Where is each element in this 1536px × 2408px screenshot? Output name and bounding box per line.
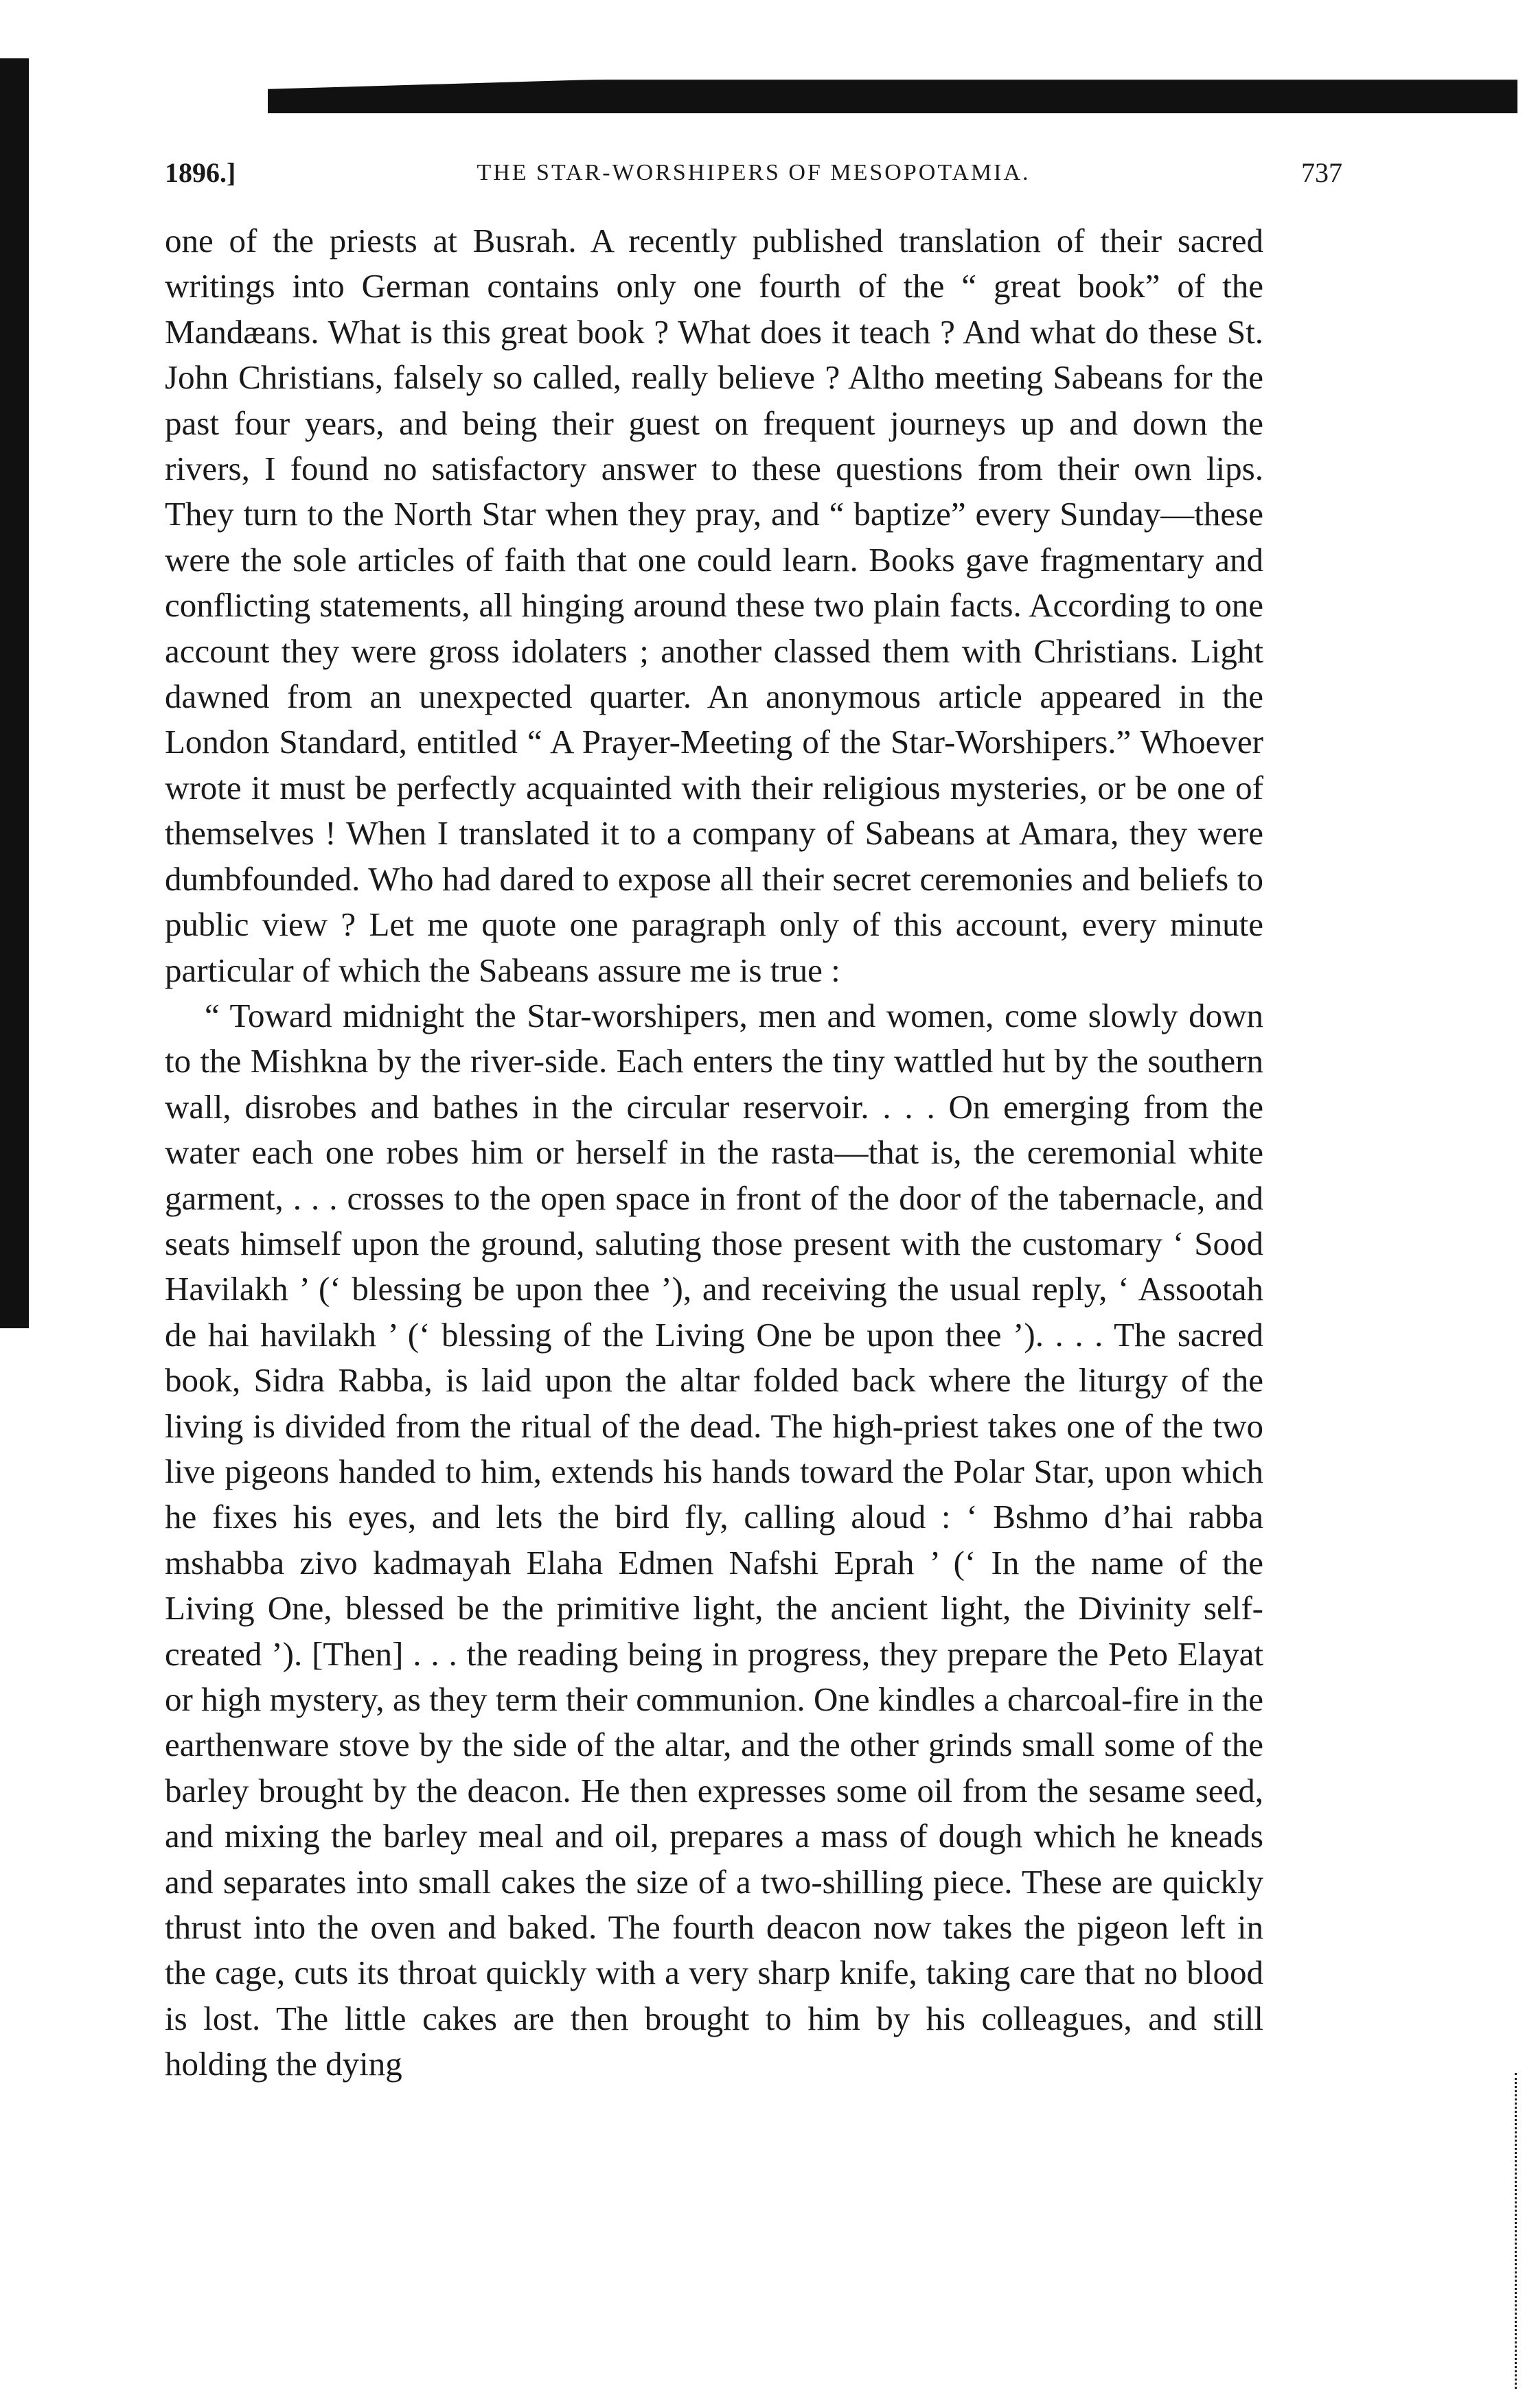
left-binding-shadow [0, 58, 29, 1328]
running-head [165, 152, 1342, 194]
quoted-paragraph: “ Toward midnight the Star-worshipers, men and women, come slowly down to the Mishkna by the river-side. Each enters the tiny wattled hut by the southern wall, disrobes and bathes in the circular reservoir. . . . On emerging from the water each one robes him or herself in the rasta—that is, the ceremonial white garment, . . . crosses to the open space in front of the door of the tabernacle, and seats himself upon the ground, saluting those present with the customary ‘ Sood Havilakh ’ (‘ blessing be upon thee ’), and receiving the usual reply, ‘ Assootah de hai havilakh ’ (‘ blessing of the Living One be upon thee ’). . . . The sacred book, Sidra Rabba, is laid upon the altar folded back where the liturgy of the living is divided from the ritual of the dead. The high-priest takes one of the two live pigeons handed to him, extends his hands toward the Polar Star, upon which he fixes his eyes, and lets the bird fly, calling aloud : ‘ Bshmo d’hai rabba mshabba zivo kadmayah Elaha Edmen Nafshi Eprah ’ (‘ In the name of the Living One, blessed be the primitive light, the ancient light, the Divinity self-created ’). [Then] . . . the reading being in progress, they prepare the Peto Elayat or high mystery, as they term their communion. One kindles a charcoal-fire in the earthenware stove by the side of the altar, and the other grinds small some of the barley brought by the deacon. He then expresses some oil from the sesame seed, and mixing the barley meal and oil, prepares a mass of dough which he kneads and separates into small cakes the size of a two-shilling piece. These are quickly thrust into the oven and baked. The fourth deacon now takes the pigeon left in the cage, cuts its throat quickly with a very sharp knife, taking care that no blood is lost. The little cakes are then brought to him by his colleagues, and still holding the dying [165, 996, 1263, 2083]
article-body [165, 218, 1263, 2087]
body-paragraph: one of the priests at Busrah. A recently published translation of their sacred writings into German contains only one fourth of the “ great book” of the Mandæans. What is this great book ? What does it teach ? And what do these St. John Christians, falsely so called, really believe ? Altho meeting Sabeans for the past four years, and being their guest on frequent journeys up and down the rivers, I found no satisfactory answer to these questions from their own lips. They turn to the North Star when they pray, and “ baptize” every Sunday—these were the sole articles of faith that one could learn. Books gave fragmentary and conflicting statements, all hinging around these two plain facts. According to one account they were gross idolaters ; another classed them with Christians. Light dawned from an unexpected quarter. An anonymous article appeared in the London Standard, entitled “ A Prayer-Meeting of the Star-Worshipers.” Whoever wrote it must be perfectly acquainted with their religious mysteries, or be one of themselves ! When I translated it to a company of Sabeans at Amara, they were dumbfounded. Who had dared to expose all their secret ceremonies and beliefs to public view ? Let me quote one paragraph only of this account, every minute particular of which the Sabeans assure me is true : [165, 222, 1263, 989]
top-edge-shadow [268, 38, 1517, 113]
right-margin-specks [1497, 2073, 1517, 2389]
page-number: 737 [1301, 157, 1342, 188]
running-head-title: THE STAR-WORSHIPERS OF MESOPOTAMIA. [477, 160, 1031, 185]
running-head-year: 1896.] [165, 157, 236, 188]
